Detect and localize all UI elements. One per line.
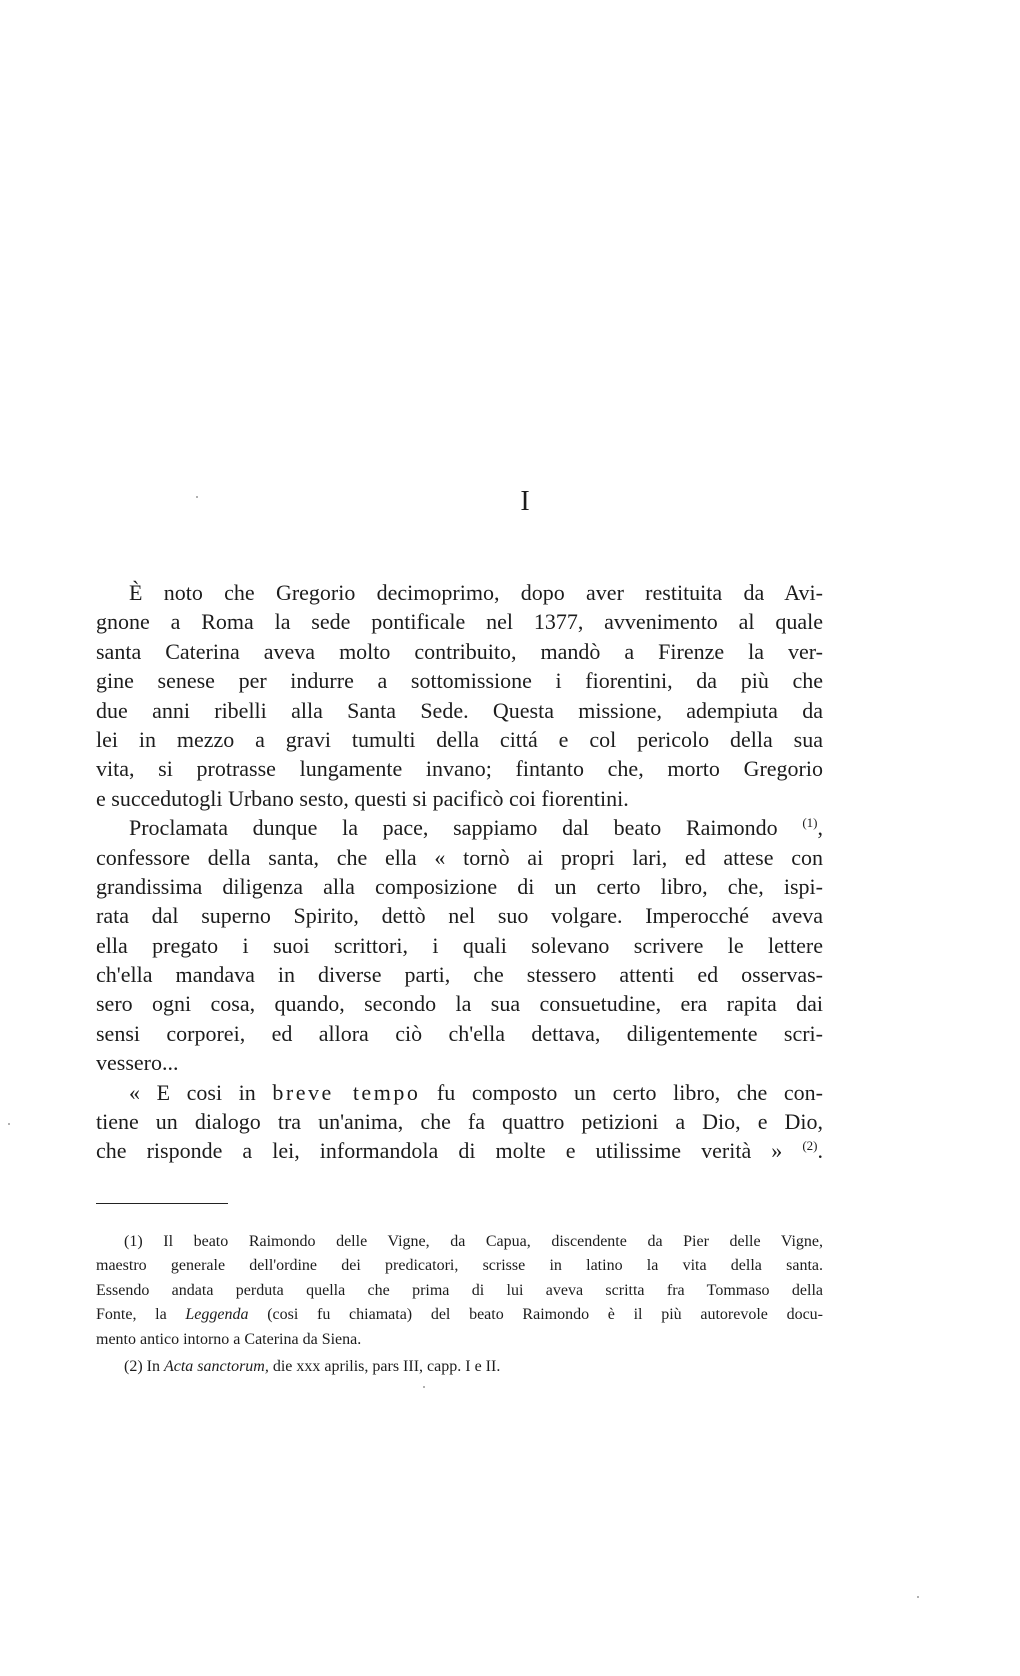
text-line bbox=[96, 1136, 823, 1165]
text-line: sero ogni cosa, quando, secondo la sua consuetudine, era rapita dai bbox=[96, 991, 823, 1017]
text-line: due anni ribelli alla Santa Sede. Questa missione, adempiuta da bbox=[96, 697, 823, 723]
footnote-line: mento antico intorno a Caterina da Siena. bbox=[96, 1330, 362, 1348]
scan-speck bbox=[423, 1386, 425, 1388]
text-line: santa Caterina aveva molto contribuito, mandò a Firenze la ver- bbox=[96, 638, 823, 664]
text-run: che risponde a lei, informandola di molte e utilissime verità » bbox=[96, 1138, 783, 1164]
text-line bbox=[96, 813, 823, 842]
footnote-line: Essendo andata perduta quella che prima di lui aveva scritta fra Tommaso della bbox=[96, 1281, 823, 1299]
text-line: lei in mezzo a gravi tumulti della cittá e col pericolo della sua bbox=[96, 726, 823, 752]
footnote-separator bbox=[96, 1203, 228, 1204]
italic-title: Leggenda bbox=[185, 1306, 249, 1324]
text-run: fu composto un certo libro, che con- bbox=[420, 1079, 823, 1105]
footnote-line: maestro generale dell'ordine dei predicatori, scrisse in latino la vita della santa. bbox=[96, 1257, 823, 1275]
text-line: e succedutogli Urbano sesto, questi si pacificò coi fiorentini. bbox=[96, 785, 629, 811]
punctuation: , bbox=[817, 815, 824, 841]
scan-speck bbox=[917, 1596, 919, 1598]
footnotes bbox=[96, 1230, 823, 1379]
text-line: ch'ella mandava in diverse parti, che stessero attenti ed osservas- bbox=[96, 962, 823, 988]
footnote-text: Il beato Raimondo delle Vigne, da Capua, discendente da Pier delle Vigne, bbox=[163, 1233, 824, 1250]
footnote-line bbox=[96, 1303, 823, 1327]
footnote-text: (cosi fu chiamata) del beato Raimondo è il più autorevole docu- bbox=[267, 1306, 823, 1324]
chapter-heading: I bbox=[520, 486, 530, 517]
footnote-line bbox=[96, 1355, 823, 1379]
footnote-text: die xxx aprilis, pars III, capp. I e II. bbox=[272, 1357, 501, 1375]
punctuation: . bbox=[817, 1138, 824, 1164]
text-line: vita, si protrasse lungamente invano; fintanto che, morto Gregorio bbox=[96, 756, 823, 782]
text-line: confessore della santa, che ella « tornò ai propri lari, ed attese con bbox=[96, 844, 823, 870]
scan-speck bbox=[196, 496, 198, 498]
main-text bbox=[96, 578, 823, 1166]
text-line: sensi corporei, ed allora ciò ch'ella dettava, diligentemente scri- bbox=[96, 1020, 823, 1046]
text-line: gine senese per indurre a sottomissione i fiorentini, da più che bbox=[96, 668, 823, 694]
text-line: È noto che Gregorio decimoprimo, dopo aver restituita da Avi- bbox=[129, 580, 823, 605]
spaced-emphasis: breve tempo bbox=[272, 1079, 421, 1105]
footnote-marker: (2) bbox=[124, 1357, 143, 1375]
text-line: tiene un dialogo tra un'anima, che fa quattro petizioni a Dio, e Dio, bbox=[96, 1109, 823, 1135]
text-line: ella pregato i suoi scrittori, i quali solevano scrivere le lettere bbox=[96, 932, 823, 958]
text-run: Proclamata dunque la pace, sappiamo dal beato Raimondo bbox=[129, 815, 778, 841]
footnote-line bbox=[96, 1230, 823, 1254]
italic-title: Acta sanctorum, bbox=[163, 1357, 269, 1375]
footnote-ref: (1) bbox=[802, 815, 818, 831]
text-line: grandissima diligenza alla composizione di un certo libro, che, ispi- bbox=[96, 873, 823, 899]
footnote-text: In bbox=[146, 1357, 160, 1375]
text-line: gnone a Roma la sede pontificale nel 1377, avvenimento al quale bbox=[96, 609, 823, 635]
text-line: rata dal superno Spirito, dettò nel suo volgare. Imperocché aveva bbox=[96, 903, 823, 929]
scan-speck bbox=[8, 1123, 10, 1125]
text-run: « E cosi in bbox=[129, 1079, 273, 1105]
footnote-marker: (1) bbox=[124, 1233, 143, 1250]
text-line: vessero... bbox=[96, 1050, 179, 1076]
text-line bbox=[96, 1078, 823, 1107]
footnote-ref: (2) bbox=[802, 1138, 818, 1154]
footnote-text: Fonte, la bbox=[96, 1306, 167, 1324]
